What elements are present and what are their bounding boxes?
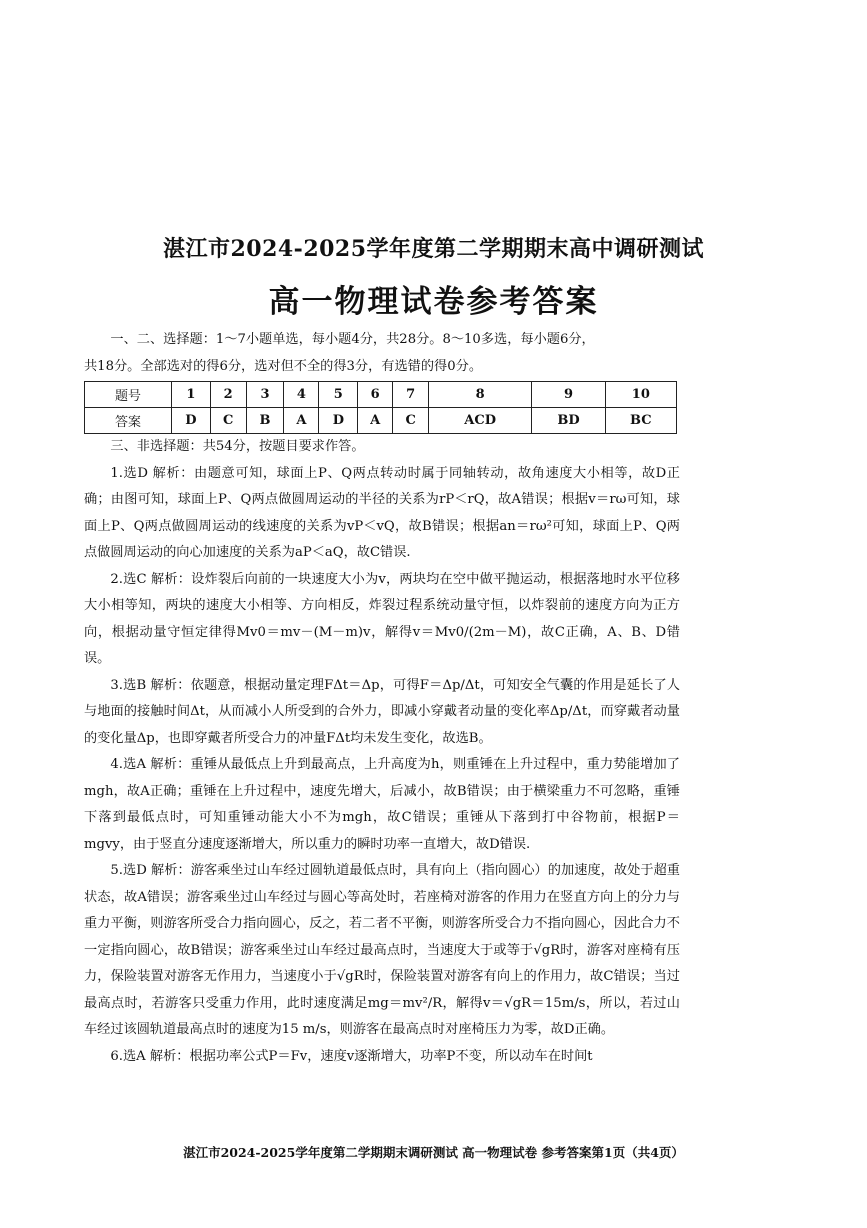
table-cell: D — [319, 408, 358, 434]
table-cell: ACD — [429, 408, 532, 434]
answer-explanation-2: 2.选C 解析：设炸裂后向前的一块速度大小为v，两块均在空中做平抛运动，根据落地时水平位移大小相等知，两块的速度大小相等、方向相反，炸裂过程系统动量守恒，以炸裂前的速度方向为正方向，根据动量守恒定律得Mv0＝mv－(M－m)v，解得v＝Mv0/(2m－M)，故C正确，A、B、D错误。 — [84, 571, 680, 666]
table-cell: 3 — [246, 382, 284, 408]
answer-explanation-5: 5.选D 解析：游客乘坐过山车经过圆轨道最低点时，具有向上（指向圆心）的加速度，故处于超重状态，故A错误；游客乘坐过山车经过与圆心等高处时，若座椅对游客的作用力在竖直方向上的分力与重力平衡，则游客所受合力指向圆心，反之，若二者不平衡，则游客所受合力不指向圆心，因此合力不一定指向圆心，故B错误；游客乘坐过山车经过最高点时，当速度大于或等于√gR时，游客对座椅有压力，保险装置对游客无作用力，当速度小于√gR时，保险装置对游客有向上的作用力，故C错误；当过最高点时，若游客只受重力作用，此时速度满足mg＝mv²/R，解得v＝√gR＝15m/s，所以，若过山车经过该圆轨道最高点时的速度为15 m/s，则游客在最高点时对座椅压力为零，故D正确。 — [84, 863, 680, 1037]
table-cell: 6 — [358, 382, 393, 408]
table-cell: BD — [532, 408, 605, 434]
answer-explanation-1: 1.选D 解析：由题意可知，球面上P、Q两点转动时属于同轴转动，故角速度大小相等，故D正确；由图可知，球面上P、Q两点做圆周运动的半径的关系为rP＜rQ，故A错误；根据v＝rω可知，球面上P、Q两点做圆周运动的线速度的关系为vP＜vQ，故B错误；根据an＝rω²可知，球面上P、Q两点做圆周运动的向心加速度的关系为aP＜aQ，故C错误. — [84, 465, 680, 560]
table-cell: 1 — [172, 382, 211, 408]
table-cell: 5 — [319, 382, 358, 408]
table-header-answer: 答案 — [85, 408, 172, 434]
table-cell: 2 — [210, 382, 246, 408]
answer-key-title: 高一物理试卷参考答案 — [268, 284, 599, 320]
section-nonchoice-heading: 三、非选择题：共54分，按题目要求作答。 — [110, 439, 365, 454]
section-choice-line1: 一、二、选择题：1～7小题单选，每小题4分，共28分。8～10多选，每小题6分， — [110, 332, 595, 347]
section-nonchoice — [84, 434, 680, 1070]
page-footer: 湛江市2024-2025学年度第二学期期末调研测试 高一物理试卷 参考答案第1页（共4页） — [183, 1145, 684, 1160]
table-cell: 7 — [393, 382, 429, 408]
table-header-number: 题号 — [85, 382, 172, 408]
exam-title: 湛江市2024-2025学年度第二学期期末高中调研测试 — [162, 236, 705, 262]
table-cell: A — [284, 408, 319, 434]
answer-table — [84, 381, 677, 434]
table-cell: C — [393, 408, 429, 434]
answer-explanation-4: 4.选A 解析：重锤从最低点上升到最高点，上升高度为h，则重锤在上升过程中，重力势能增加了mgh，故A正确；重锤在上升过程中，速度先增大，后减小，故B错误；由于横梁重力不可忽略，重锤下落到最低点时，可知重锤动能大小不为mgh，故C错误；重锤从下落到打中谷物前，根据P＝mgvy，由于竖直分速度逐渐增大，所以重力的瞬时功率一直增大，故D错误. — [84, 757, 680, 852]
answer-explanation-6: 6.选A 解析：根据功率公式P＝Fv，速度v逐渐增大，功率P不变，所以动车在时间t — [110, 1048, 593, 1064]
table-cell: B — [246, 408, 284, 434]
table-row-answers — [85, 408, 677, 434]
table-cell: 4 — [284, 382, 319, 408]
table-cell: 8 — [429, 382, 532, 408]
table-cell: C — [210, 408, 246, 434]
answer-explanation-3: 3.选B 解析：依题意，根据动量定理FΔt＝Δp，可得F＝Δp/Δt，可知安全气囊的作用是延长了人与地面的接触时间Δt，从而减小人所受到的合外力，即减小穿戴者动量的变化率Δp/Δt，而穿戴者动量的变化量Δp，也即穿戴者所受合力的冲量FΔt均未发生变化，故选B。 — [84, 677, 680, 746]
table-row-numbers — [85, 382, 677, 408]
section-choice-intro — [84, 327, 680, 380]
table-cell: 10 — [605, 382, 676, 408]
table-cell: A — [358, 408, 393, 434]
table-cell: D — [172, 408, 211, 434]
section-choice-line2: 共18分。全部选对的得6分，选对但不全的得3分，有选错的得0分。 — [84, 358, 483, 374]
table-cell: 9 — [532, 382, 605, 408]
table-cell: BC — [605, 408, 676, 434]
